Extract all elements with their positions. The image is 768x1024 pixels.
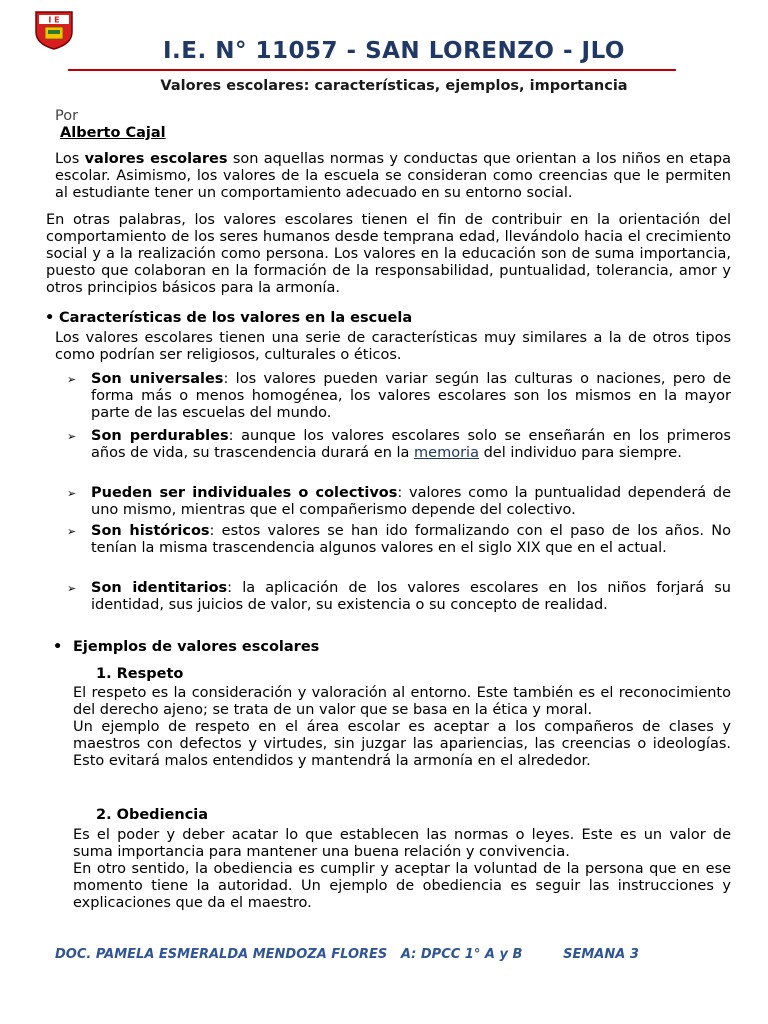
- intro-paragraph-2: En otras palabras, los valores escolares tienen el fin de contribuir en la orientación del comportamiento de los seres humanos desde temprana edad, llevándolo hacia el crecimiento social y a la realización como persona. Los valores en la educación son de suma importancia, puesto que colaboran en la formación de la responsabilidad, puntualidad, tolerancia, amor y otros principios básicos para la armonía.: [46, 212, 731, 296]
- list-item: [67, 580, 731, 614]
- item-term: Son identitarios: [91, 580, 228, 596]
- item-term: Son históricos: [91, 523, 210, 539]
- title-divider: [68, 69, 676, 71]
- arrow-bullet-icon: ➢: [67, 487, 77, 500]
- footer-area: A: DPCC 1° A y B: [400, 947, 523, 962]
- school-title: I.E. N° 11057 - SAN LORENZO - JLO: [162, 38, 625, 64]
- arrow-bullet-icon: ➢: [67, 373, 77, 386]
- subheading-respeto: 1. Respeto: [96, 666, 184, 682]
- list-item-text: [91, 485, 731, 519]
- list-item: [67, 485, 731, 519]
- heading-text: Características de los valores en la escuela: [59, 310, 413, 326]
- subheading-obediencia: 2. Obediencia: [96, 807, 209, 823]
- item-term: Pueden ser individuales o colectivos: [91, 485, 398, 501]
- respeto-paragraph-2: Un ejemplo de respeto en el área escolar es aceptar a los compañeros de clases y maestros con defectos y virtudes, sin juzgar las apariencias, las creencias o ideologías. Esto evitará malos entendidos y mantendrá la armonía en el alrededor.: [73, 719, 731, 769]
- caracteristicas-intro: Los valores escolares tienen una serie de características muy similares a la de otros tipos como podrían ser religiosos, culturales o éticos.: [55, 330, 731, 363]
- intro-paragraph-1: [55, 151, 731, 202]
- arrow-bullet-icon: ➢: [67, 582, 77, 595]
- section-heading-caracteristicas: [45, 310, 412, 327]
- memoria-link[interactable]: memoria: [414, 445, 479, 461]
- byline-label: Por: [55, 108, 79, 124]
- item-term: Son perdurables: [91, 428, 229, 444]
- obediencia-paragraph-1: Es el poder y deber acatar lo que establecen las normas o leyes. Este es un valor de suma importancia para mantener una buena relación y convivencia.: [73, 827, 731, 860]
- page-footer: [55, 947, 735, 962]
- list-item: [67, 371, 731, 422]
- item-desc: : la aplicación de los valores escolares en los niños forjará su identidad, sus juicios de valor, su existencia o su concepto de realidad.: [91, 580, 731, 613]
- section-heading-ejemplos: [53, 639, 319, 656]
- author-name: Alberto Cajal: [60, 125, 166, 141]
- document-subtitle: Valores escolares: características, ejemplos, importancia: [160, 78, 628, 94]
- item-term: Son universales: [91, 371, 224, 387]
- bullet-dot-icon: •: [53, 639, 63, 655]
- item-desc: : los valores pueden variar según las culturas o naciones, pero de forma más o menos homogénea, los valores escolares son los mismos en la mayor parte de las escuelas del mundo.: [91, 371, 731, 421]
- arrow-bullet-icon: ➢: [67, 525, 77, 538]
- list-item-text: [91, 523, 731, 557]
- list-item-text: [91, 371, 731, 422]
- obediencia-paragraph-2: En otro sentido, la obediencia es cumplir y aceptar la voluntad de la persona que en ese momento tiene la autoridad. Un ejemplo de obediencia es seguir las instrucciones y explicaciones que da el maestro.: [73, 861, 731, 911]
- respeto-paragraph-1: El respeto es la consideración y valoración al entorno. Este también es el reconocimiento del derecho ajeno; se trata de un valor que se basa en la ética y moral.: [73, 685, 731, 718]
- item-desc-end: del individuo para siempre.: [478, 445, 682, 461]
- list-item: [67, 523, 731, 557]
- item-desc: : estos valores se han ido formalizando con el paso de los años. No tenían la misma trascendencia algunos valores en el siglo XIX que en el actual.: [91, 523, 731, 556]
- svg-text:I E: I E: [48, 15, 60, 25]
- bullet-dot-icon: •: [45, 310, 55, 326]
- respeto-text: [73, 685, 731, 770]
- intro-prefix: Los: [55, 151, 85, 167]
- list-item: [67, 428, 731, 462]
- item-desc: : valores como la puntualidad dependerá de uno mismo, mientras que el compañerismo depende del colectivo.: [91, 485, 732, 518]
- list-item-text: [91, 428, 731, 462]
- intro-rest: son aquellas normas y conductas que orientan a los niños en etapa escolar. Asimismo, los valores de la escuela se consideran como creencias que le permiten al estudiante tener un comportamiento adecuado en su entorno social.: [55, 151, 731, 201]
- obediencia-text: [73, 827, 731, 912]
- footer-teacher: DOC. PAMELA ESMERALDA MENDOZA FLORES: [55, 947, 388, 962]
- list-item-text: [91, 580, 731, 614]
- intro-bold-term: valores escolares: [84, 151, 228, 167]
- heading-text: Ejemplos de valores escolares: [73, 639, 320, 655]
- item-desc: : aunque los valores escolares solo se enseñarán en los primeros años de vida, su trascendencia durará en la: [91, 428, 731, 461]
- arrow-bullet-icon: ➢: [67, 430, 77, 443]
- footer-week: SEMANA 3: [563, 947, 639, 962]
